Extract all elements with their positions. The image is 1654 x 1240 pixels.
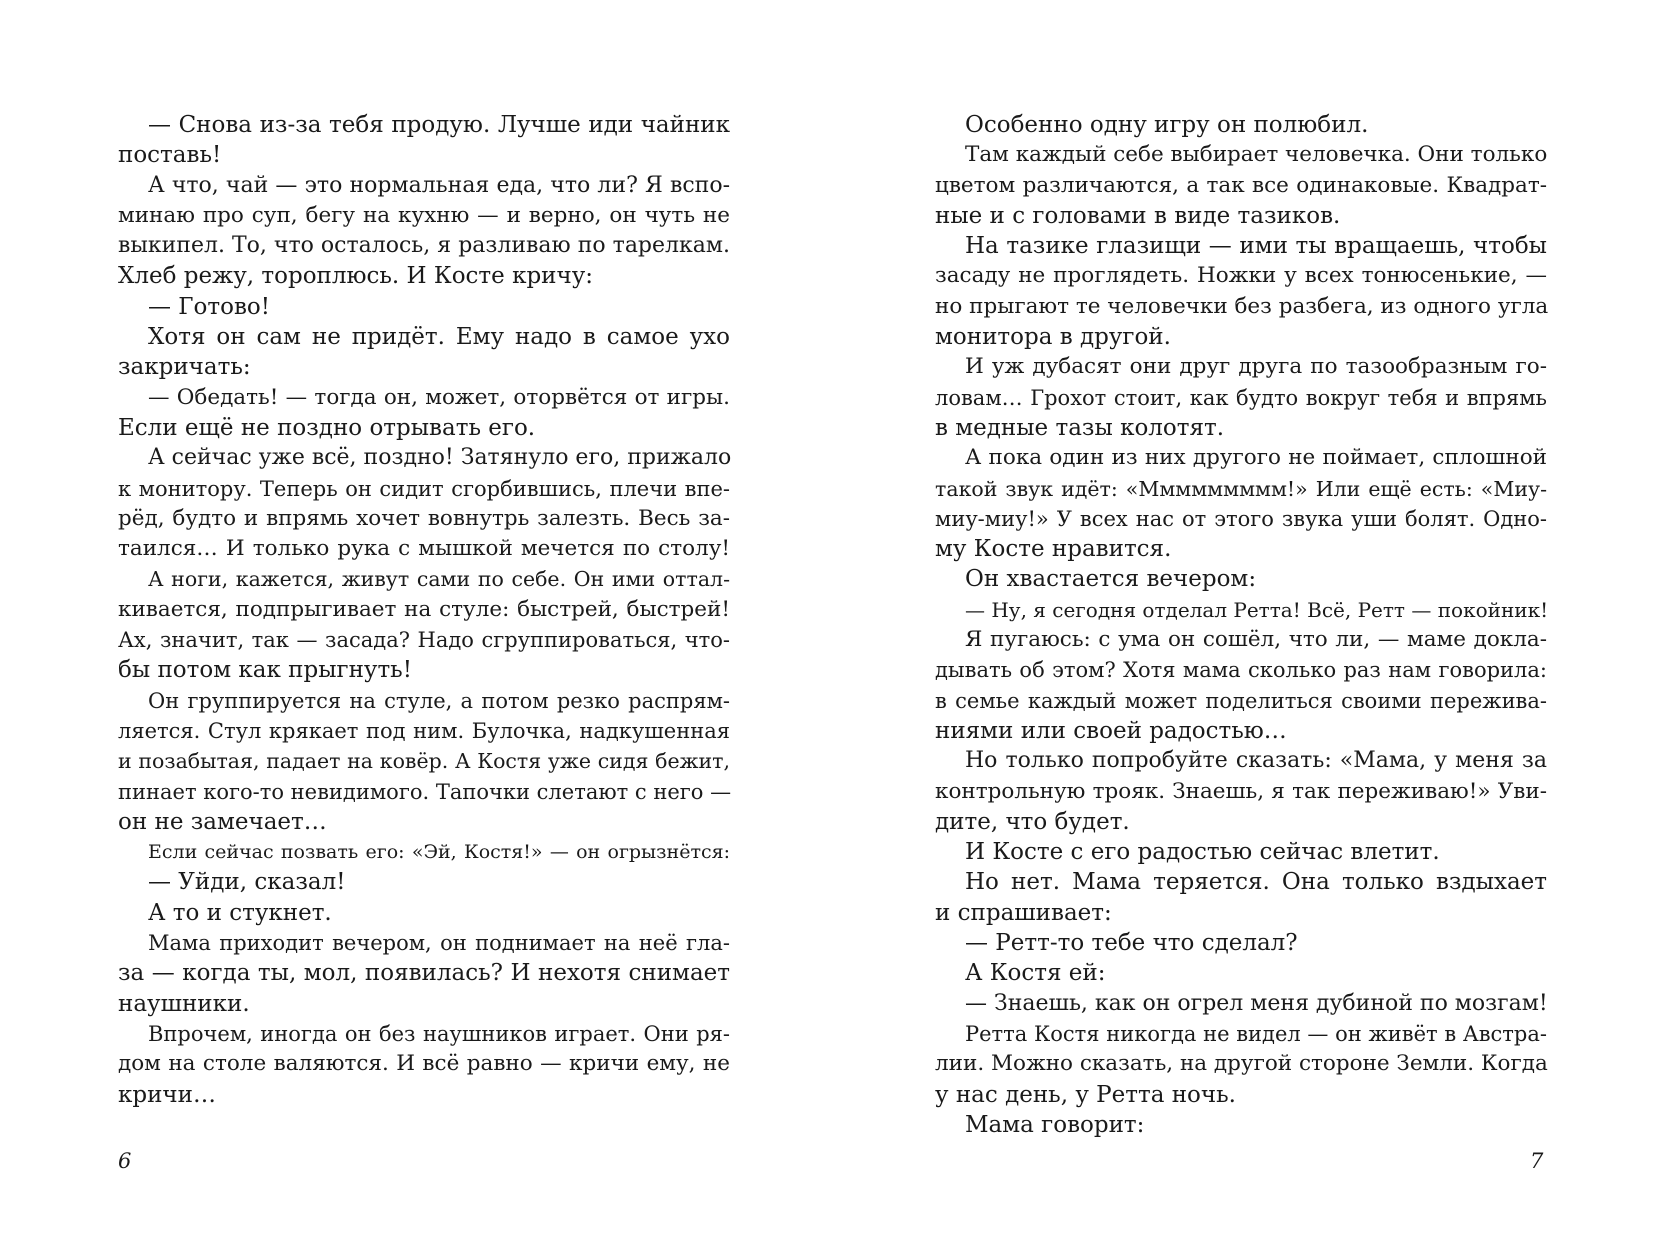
text-line: — Готово!	[148, 293, 270, 320]
text-line: и спрашивает:	[935, 899, 1112, 926]
text-line: монитора в другой.	[935, 324, 1171, 351]
text-line: дите, что будет.	[935, 808, 1130, 835]
text-line: му Косте нравится.	[935, 536, 1172, 563]
left-page-text	[118, 110, 730, 1110]
text-line: Хотя он сам не придёт. Ему надо в самое ухо	[148, 324, 730, 351]
text-line: такой звук идёт: «Ммммммммм!» Или ещё есть: «Миу-	[935, 476, 1547, 501]
text-line: минаю про суп, бегу на кухню — и верно, он чуть не	[118, 202, 730, 228]
text-line: наушники.	[118, 990, 250, 1017]
right-page-text	[935, 110, 1547, 1140]
left-page-number: 6	[118, 1149, 132, 1173]
text-line: На тазике глазищи — ими ты вращаешь, чтобы	[965, 233, 1547, 260]
text-line: пинает кого-то невидимого. Тапочки слетают с него —	[118, 779, 732, 804]
text-line: А сейчас уже всё, поздно! Затянуло его, прижало	[148, 445, 732, 471]
text-line: цветом различаются, а так все одинаковые. Квадрат-	[935, 172, 1547, 198]
text-line: — Ну, я сегодня отделал Ретта! Всё, Ретт — покойник!	[965, 597, 1549, 622]
text-line: за — когда ты, мол, появилась? И нехотя снимает	[118, 960, 730, 987]
text-line: таился… И только рука с мышкой мечется по столу!	[118, 536, 730, 562]
text-line: Там каждый себе выбирает человечка. Они только	[965, 142, 1548, 168]
text-line: миу-миу!» У всех нас от этого звука уши болят. Одно-	[935, 506, 1547, 531]
text-line: ниями или своей радостью…	[935, 717, 1287, 744]
text-line: засаду не проглядеть. Ножки у всех тонюсенькие, —	[935, 263, 1547, 289]
text-line: Он группируется на стуле, а потом резко распрям-	[148, 688, 730, 713]
right-page-number: 7	[1530, 1149, 1544, 1173]
text-line: но прыгают те человечки без разбега, из одного угла	[935, 293, 1549, 319]
text-line: выкипел. То, что осталось, я разливаю по тарелкам.	[118, 233, 730, 259]
text-line: Мама говорит:	[965, 1111, 1145, 1138]
text-line: И Косте с его радостью сейчас влетит.	[965, 839, 1440, 866]
text-line: Ретта Костя никогда не видел — он живёт в Австра-	[965, 1021, 1547, 1046]
text-line: дывать об этом? Хотя мама сколько раз нам говорила:	[935, 658, 1547, 683]
text-line: рёд, будто и впрямь хочет вовнутрь залезть. Весь за-	[118, 505, 730, 531]
text-line: Он хвастается вечером:	[965, 566, 1257, 593]
text-line: Я пугаюсь: с ума он сошёл, что ли, — маме докла-	[965, 627, 1547, 653]
text-line: лии. Можно сказать, на другой стороне Земли. Когда	[935, 1051, 1548, 1077]
text-line: А то и стукнет.	[148, 899, 332, 926]
text-line: Хлеб режу, тороплюсь. И Косте кричу:	[118, 263, 593, 290]
text-line: Особенно одну игру он полюбил.	[965, 112, 1369, 138]
text-line: — Обедать! — тогда он, может, оторвётся от игры.	[148, 384, 730, 410]
text-line: — Ретт-то тебе что сделал?	[965, 930, 1298, 957]
text-line: ные и с головами в виде тазиков.	[935, 202, 1341, 229]
text-line: И уж дубасят они друг друга по тазообразным го-	[965, 354, 1547, 380]
text-line: в семье каждый может поделиться своими пережива-	[935, 688, 1547, 713]
text-line: Но нет. Мама теряется. Она только вздыхает	[965, 869, 1547, 896]
text-line: Мама приходит вечером, он поднимает на неё гла-	[148, 931, 730, 956]
text-line: Но только попробуйте сказать: «Мама, у меня за	[965, 748, 1547, 774]
text-line: кричи…	[118, 1081, 216, 1108]
text-line: поставь!	[118, 142, 222, 169]
text-line: ляется. Стул крякает под ним. Булочка, надкушенная	[118, 718, 730, 743]
text-line: А что, чай — это нормальная еда, что ли? Я вспо-	[148, 172, 730, 198]
text-line: — Знаешь, как он огрел меня дубиной по мозгам!	[965, 990, 1548, 1016]
text-line: он не замечает…	[118, 808, 327, 835]
text-line: А пока один из них другого не поймает, сплошной	[965, 445, 1547, 471]
text-line: кивается, подпрыгивает на стуле: быстрей, быстрей!	[118, 596, 730, 622]
text-line: бы потом как прыгнуть!	[118, 657, 412, 684]
text-line: А Костя ей:	[965, 960, 1106, 987]
text-line: — Уйди, сказал!	[148, 869, 346, 896]
text-line: — Снова из-за тебя продую. Лучше иди чайник	[148, 112, 730, 138]
text-line: Ах, значит, так — засада? Надо сгруппироваться, что-	[118, 628, 730, 653]
text-line: контрольную трояк. Знаешь, я так переживаю!» Уви-	[935, 778, 1547, 804]
text-line: Если сейчас позвать его: «Эй, Костя!» — он огрызнётся:	[148, 841, 730, 864]
text-line: ловам… Грохот стоит, как будто вокруг тебя и впрямь	[935, 385, 1547, 410]
text-line: Впрочем, иногда он без наушников играет. Они ря-	[148, 1021, 730, 1046]
text-line: у нас день, у Ретта ночь.	[935, 1081, 1236, 1108]
text-line: и позабытая, падает на ковёр. А Костя уже сидя бежит,	[118, 749, 730, 774]
text-line: закричать:	[118, 354, 251, 381]
text-line: Если ещё не поздно отрывать его.	[118, 414, 536, 441]
text-line: к монитору. Теперь он сидит сгорбившись, плечи впе-	[118, 476, 730, 501]
text-line: в медные тазы колотят.	[935, 414, 1225, 441]
text-line: А ноги, кажется, живут сами по себе. Он ими оттал-	[148, 567, 730, 592]
text-line: дом на столе валяются. И всё равно — кричи ему, не	[118, 1051, 730, 1077]
